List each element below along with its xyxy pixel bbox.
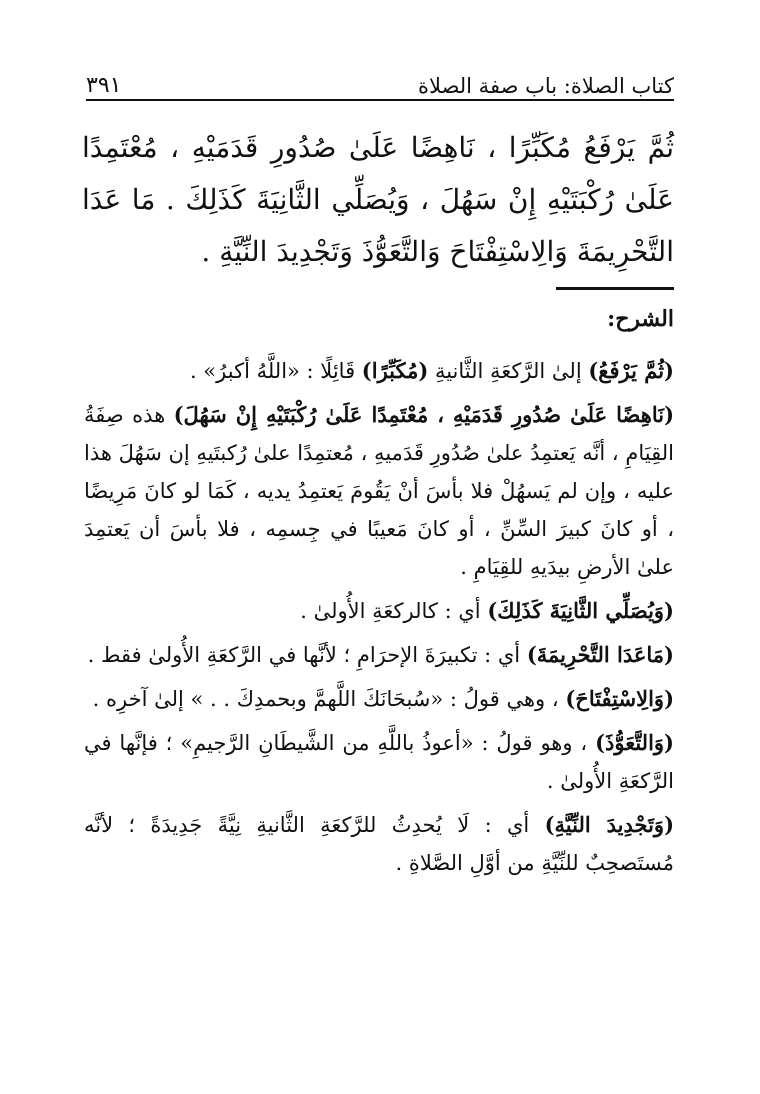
quoted-phrase: (وَتَجْدِيدَ النِّيَّةِ) (544, 812, 675, 837)
section-divider (556, 287, 674, 290)
running-title: كتاب الصلاة: باب صفة الصلاة (418, 74, 674, 98)
header-divider (86, 99, 674, 101)
quoted-phrase: (مَاعَدَا التَّحْرِيمَةَ) (526, 642, 674, 667)
sharh-paragraph (84, 680, 674, 718)
commentary-text: أي : لَا يُحدِثُ للرَّكعَةِ الثَّانيةِ نِيَّةً جَدِيدَةً ؛ لأنَّه مُستَصحِبٌ للنِّيَّةِ من أوَّلِ الصَّلاةِ . (84, 813, 674, 875)
quoted-phrase: (ثُمَّ يَرْفَعُ) (588, 358, 674, 383)
page-number: ٣٩١ (86, 73, 122, 98)
sharh-paragraph (84, 636, 674, 674)
sharh-body (84, 352, 674, 888)
sharh-paragraph (84, 396, 674, 586)
matn-text: ثُمَّ يَرْفَعُ مُكَبِّرًا ، نَاهِضًا عَلَىٰ صُدُورِ قَدَمَيْهِ ، مُعْتَمِدًا عَلَىٰ رُكْبَتَيْهِ إِنْ سَهُلَ ، وَيُصَلِّي الثَّانِيَةَ كَذَلِكَ . مَا عَدَا التَّحْرِيمَةَ وَالِاسْتِفْتَاحَ وَالتَّعَوُّذَ وَتَجْدِيدَ النِّيَّةِ . (82, 131, 674, 268)
sharh-paragraph (84, 724, 674, 800)
quoted-phrase: (نَاهِضًا عَلَىٰ صُدُورِ قَدَمَيْهِ ، مُعْتَمِدًا عَلَىٰ رُكْبَتَيْهِ إِنْ سَهُلَ) (173, 402, 675, 427)
commentary-text: إلىٰ الرَّكعَةِ الثَّانيةِ (428, 359, 589, 383)
quoted-phrase: (وَيُصَلِّي الثَّانِيَةَ كَذَلِكَ) (487, 598, 674, 623)
quoted-phrase: (وَالتَّعَوُّذَ) (595, 730, 674, 755)
commentary-text: ، وهي قولُ : «سُبحَانَكَ اللَّهمَّ وبحمدِكَ . . » إلىٰ آخرِه . (92, 687, 566, 711)
commentary-text: أي : كالركعَةِ الأُولىٰ . (300, 599, 488, 623)
commentary-text: ، وهو قولُ : «أعوذُ باللَّهِ من الشَّيطَانِ الرَّجيمِ» ؛ فإنَّها في الرَّكعَةِ الأُولىٰ . (84, 731, 674, 793)
sharh-paragraph (84, 592, 674, 630)
sharh-label: الشرح: (607, 306, 674, 332)
commentary-text: هذه صِفَةُ القِيَامِ ، أنَّه يَعتمِدُ علىٰ صُدُورِ قَدَميهِ ، مُعتمِدًا علىٰ رُكبتَيهِ إن سَهُلَ هذا عليه ، وإن لم يَسهُلْ فلا بأسَ أنْ يَقُومَ يَعتمِدُ يديه ، كَمَا لو كانَ مَرِيضًا ، أو كانَ كبيرَ السِّنِّ ، أو كانَ مَعيبًا في جِسمِه ، فلا بأسَ أن يَعتمِدَ علىٰ الأرضِ بيدَيهِ للقِيَامِ . (84, 403, 674, 579)
commentary-text: قَائِلًا : «اللَّهُ أكبرُ» . (189, 359, 362, 383)
quoted-phrase: (وَالِاسْتِفْتَاحَ) (565, 686, 674, 711)
page-header (86, 62, 674, 98)
sharh-paragraph (84, 806, 674, 882)
commentary-text: أي : تكبيرَةَ الإحرَامِ ؛ لأنَّها في الرَّكعَةِ الأُولىٰ فقط . (87, 643, 527, 667)
sharh-paragraph (84, 352, 674, 390)
quoted-phrase: (مُكَبِّرًا) (361, 358, 429, 383)
